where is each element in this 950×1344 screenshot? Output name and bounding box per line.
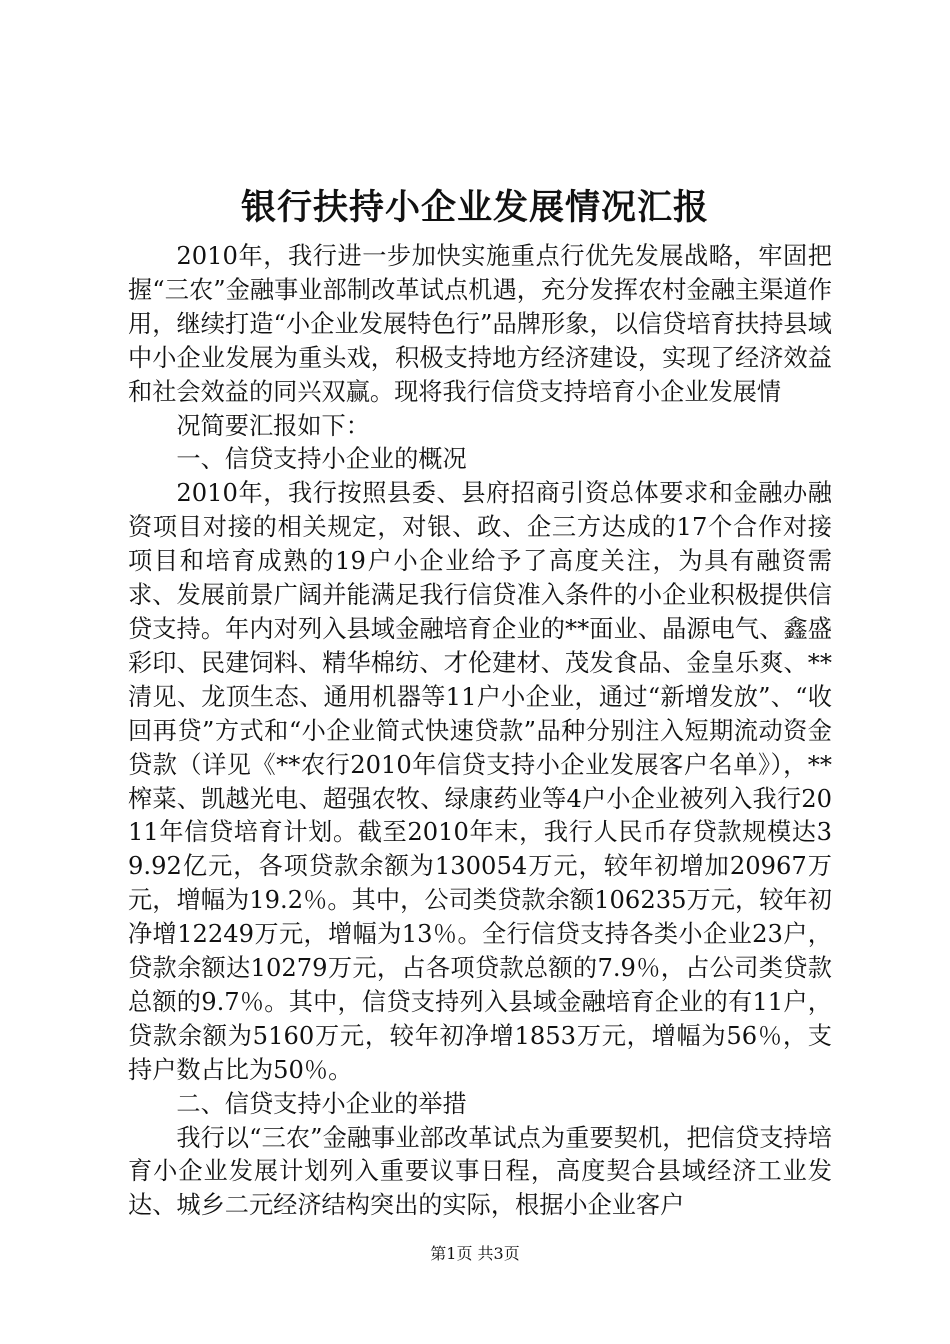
body-paragraph-intro-continued: 况简要汇报如下：: [176, 411, 370, 440]
page-number-footer: 第1页 共3页: [430, 1244, 520, 1263]
body-paragraph-overview: 2010年，我行按照县委、县府招商引资总体要求和金融办融资项目对接的相关规定，对银、政、企三方达成的17个合作对接项目和培育成熟的19户小企业给予了高度关注，为具有融资需求、发展前景广阔并能满足我行信贷准入条件的小企业积极提供信贷支持。年内对列入县域金融培育企业的**面业、晶源电气、鑫盛彩印、民建饲料、精华棉纺、才伦建材、茂发食品、金皇乐爽、**清见、龙顶生态、通用机器等11户小企业，通过“新增发放”、“收回再贷”方式和“小企业简式快速贷款”品种分别注入短期流动资金贷款（详见《**农行2010年信贷支持小企业发展客户名单》），**榨菜、凯越光电、超强农牧、绿康药业等4户小企业被列入我行2011年信贷培育计划。截至2010年末，我行人民币存贷款规模达39.92亿元，各项贷款余额为130054万元，较年初增加20967万元，增幅为19.2％。其中，公司类贷款余额106235万元，较年初净增12249万元，增幅为13％。全行信贷支持各类小企业23户，贷款余额达10279万元，占各项贷款总额的7.9％，占公司类贷款总额的9.7％。其中，信贷支持列入县域金融培育企业的有11户，贷款余额为5160万元，较年初净增1853万元，增幅为56％，支持户数占比为50％。: [128, 479, 832, 1084]
section-heading-overview: 一、信贷支持小企业的概况: [176, 445, 467, 474]
body-paragraph-measures: 我行以“三农”金融事业部改革试点为重要契机，把信贷支持培育小企业发展计划列入重要议事日程，高度契合县域经济工业发达、城乡二元经济结构突出的实际，根据小企业客户: [128, 1123, 832, 1220]
document-title: 银行扶持小企业发展情况汇报: [240, 187, 709, 228]
section-heading-measures: 二、信贷支持小企业的举措: [176, 1089, 467, 1118]
body-paragraph-intro: 2010年，我行进一步加快实施重点行优先发展战略，牢固把握“三农”金融事业部制改革试点机遇，充分发挥农村金融主渠道作用，继续打造“小企业发展特色行”品牌形象，以信贷培育扶持县域中小企业发展为重头戏，积极支持地方经济建设，实现了经济效益和社会效益的同兴双赢。现将我行信贷支持培育小企业发展情: [128, 242, 832, 406]
document-body: [128, 240, 832, 1223]
